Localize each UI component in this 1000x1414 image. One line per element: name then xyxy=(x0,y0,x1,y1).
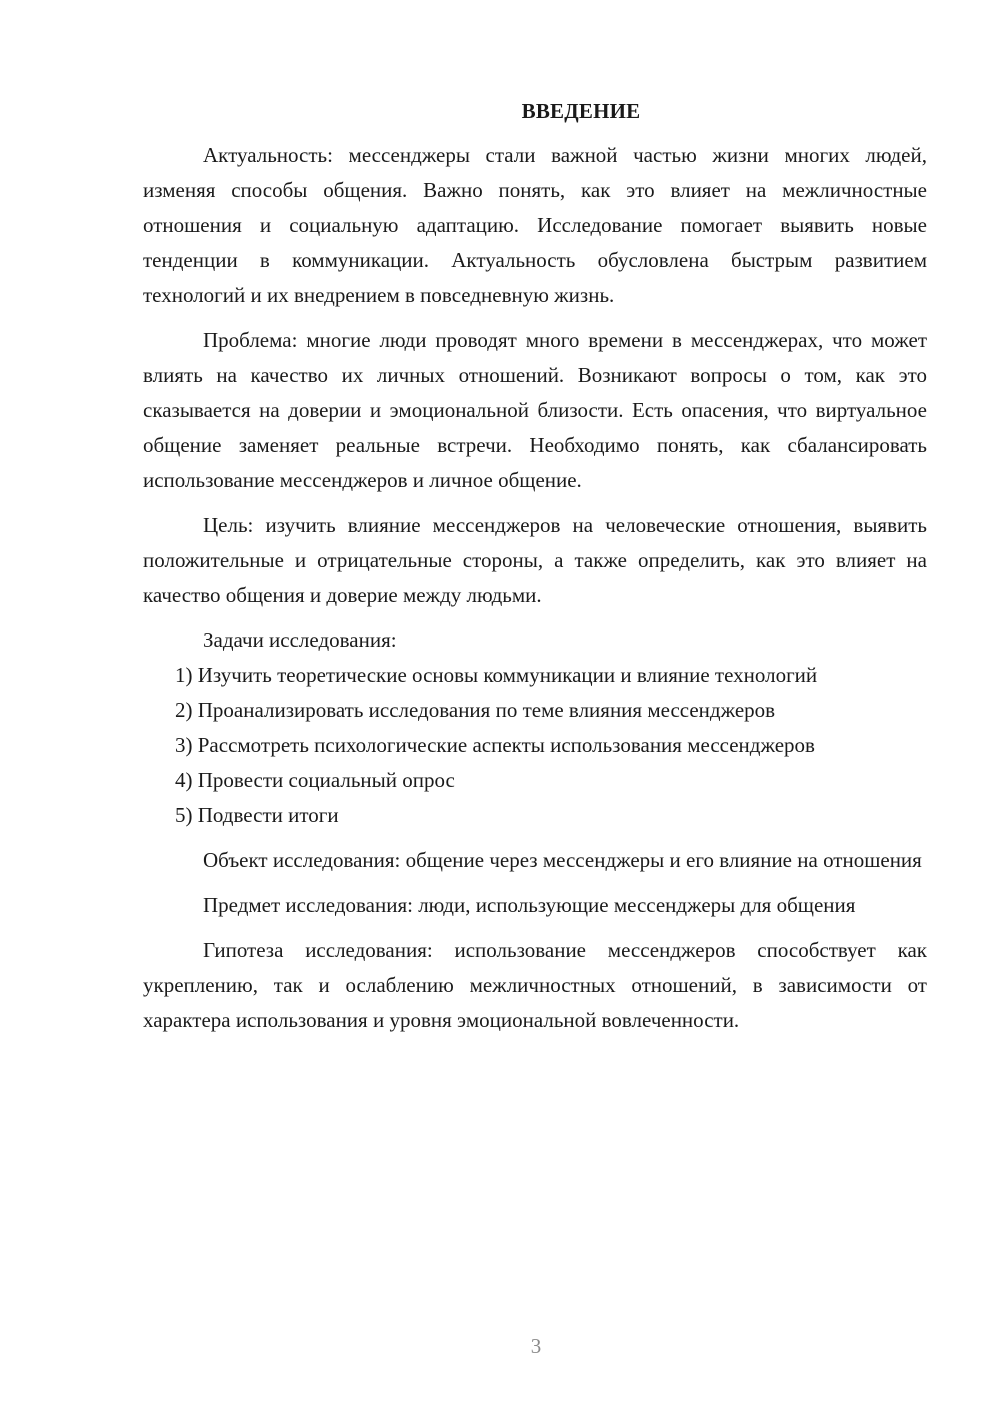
page-content xyxy=(143,96,927,1038)
task-item: 4) Провести социальный опрос xyxy=(175,768,455,792)
tasks-heading: Задачи исследования: xyxy=(203,628,397,652)
task-item: 3) Рассмотреть психологические аспекты использования мессенджеров xyxy=(175,733,815,757)
task-item: 1) Изучить теоретические основы коммуникации и влияние технологий xyxy=(175,663,818,687)
tasks-list xyxy=(143,658,927,833)
paragraph-goal: Цель: изучить влияние мессенджеров на человеческие отношения, выявить положительные и отрицательные стороны, а также определить, как это влияет на качество общения и доверие между людьми. xyxy=(143,513,927,607)
paragraph-subject: Предмет исследования: люди, использующие мессенджеры для общения xyxy=(203,893,856,917)
page-number: 3 xyxy=(530,1334,542,1358)
paragraph-problem: Проблема: многие люди проводят много времени в мессенджерах, что может влиять на качество их личных отношений. Возникают вопросы о том, как это сказывается на доверии и эмоциональной близости. Есть опасения, что виртуальное общение заменяет реальные встречи. Необходимо понять, как сбалансировать использование мессенджеров и личное общение. xyxy=(143,328,927,492)
paragraph-hypothesis: Гипотеза исследования: использование мессенджеров способствует как укреплению, так и ослаблению межличностных отношений, в зависимости от характера использования и уровня эмоциональной вовлеченности. xyxy=(143,938,927,1032)
paragraph-object: Объект исследования: общение через мессенджеры и его влияние на отношения xyxy=(203,848,922,872)
task-item: 5) Подвести итоги xyxy=(175,803,339,827)
task-item: 2) Проанализировать исследования по теме влияния мессенджеров xyxy=(175,698,776,722)
paragraph-relevance: Актуальность: мессенджеры стали важной частью жизни многих людей, изменяя способы общения. Важно понять, как это влияет на межличностные отношения и социальную адаптацию. Исследование помогает выявить новые тенденции в коммуникации. Актуальность обусловлена быстрым развитием технологий и их внедрением в повседневную жизнь. xyxy=(143,143,927,307)
section-title: ВВЕДЕНИЕ xyxy=(521,99,641,123)
